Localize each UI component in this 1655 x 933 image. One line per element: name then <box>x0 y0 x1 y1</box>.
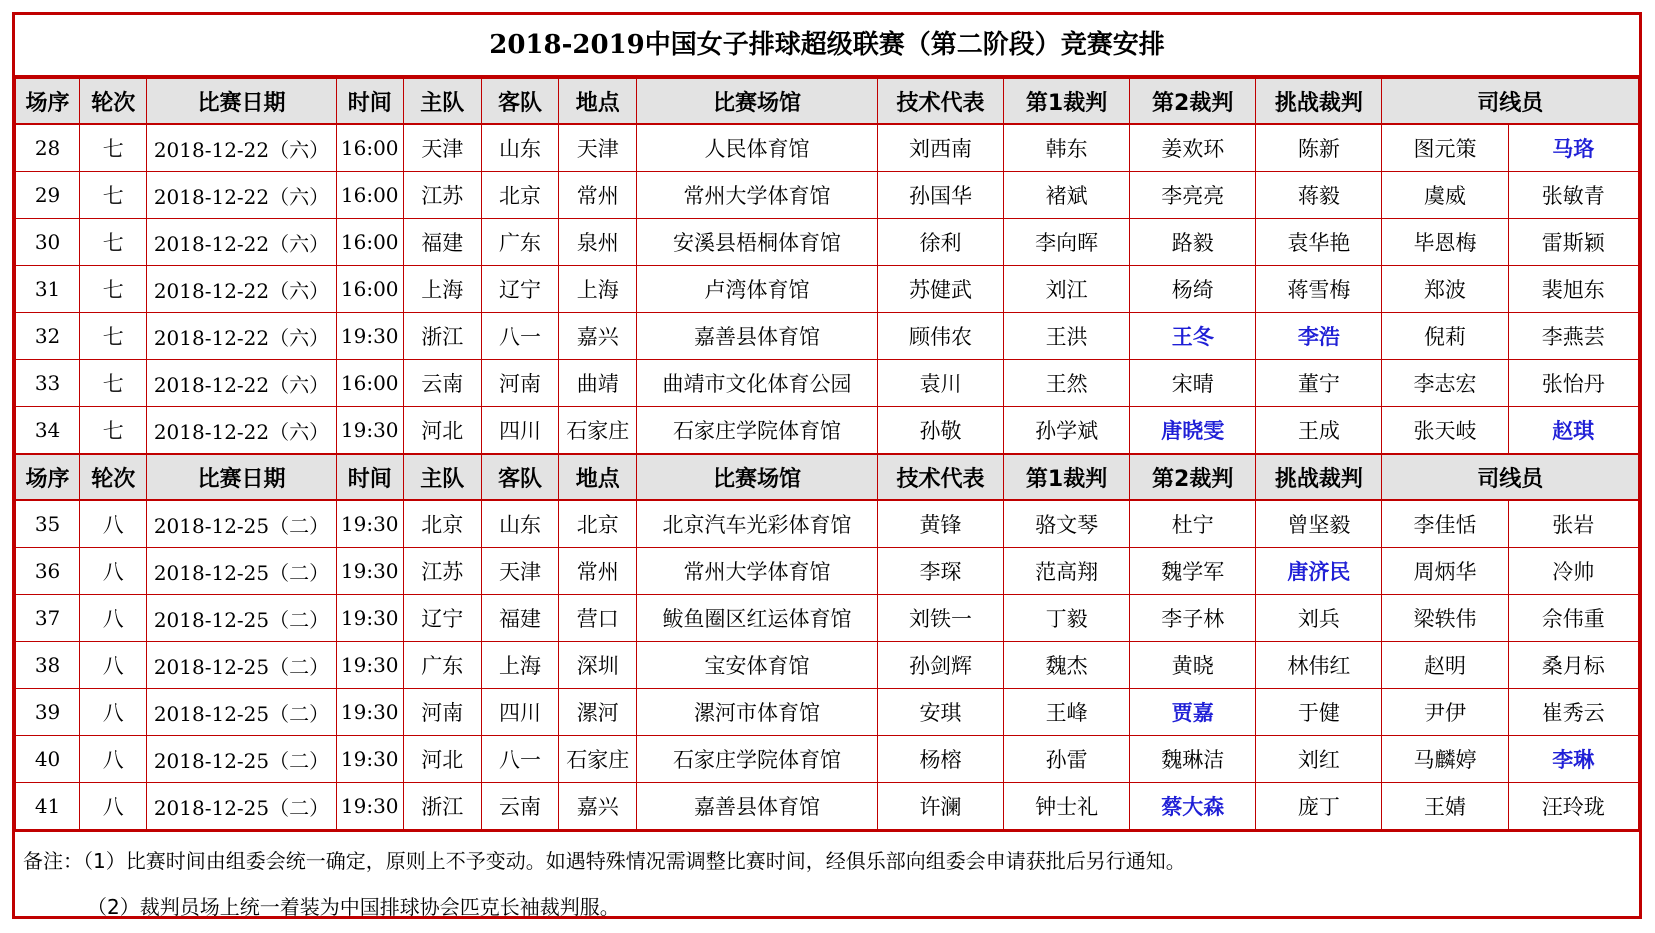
table-cell: 鲅鱼圈区红运体育馆 <box>637 595 878 642</box>
table-cell: 北京汽车光彩体育馆 <box>637 500 878 548</box>
table-cell: 2018-12-22（六） <box>147 124 336 172</box>
header-cell: 挑战裁判 <box>1256 454 1382 500</box>
table-cell: 魏学军 <box>1130 548 1256 595</box>
table-cell: 福建 <box>403 219 481 266</box>
table-row <box>16 313 1639 360</box>
table-cell: 2018-12-25（二） <box>147 500 336 548</box>
header-cell: 比赛场馆 <box>637 78 878 124</box>
table-cell: 黄晓 <box>1130 642 1256 689</box>
table-cell: 安琪 <box>877 689 1003 736</box>
table-cell: 许澜 <box>877 783 1003 830</box>
table-cell: 贾嘉 <box>1130 689 1256 736</box>
table-cell: 杨榕 <box>877 736 1003 783</box>
table-cell: 石家庄学院体育馆 <box>637 736 878 783</box>
table-cell: 李子林 <box>1130 595 1256 642</box>
table-cell: 上海 <box>481 642 559 689</box>
header-cell: 第1裁判 <box>1004 454 1130 500</box>
table-cell: 浙江 <box>403 313 481 360</box>
schedule-body <box>16 78 1639 830</box>
table-cell: 云南 <box>403 360 481 407</box>
table-cell: 浙江 <box>403 783 481 830</box>
table-cell: 漯河市体育馆 <box>637 689 878 736</box>
table-cell: 七 <box>80 360 147 407</box>
table-row <box>16 736 1639 783</box>
table-cell: 福建 <box>481 595 559 642</box>
table-cell: 顾伟农 <box>877 313 1003 360</box>
table-cell: 桑月标 <box>1508 642 1638 689</box>
table-cell: 徐利 <box>877 219 1003 266</box>
table-cell: 嘉善县体育馆 <box>637 313 878 360</box>
table-cell: 庞丁 <box>1256 783 1382 830</box>
table-cell: 张敏青 <box>1508 172 1638 219</box>
table-cell: 41 <box>16 783 80 830</box>
table-row <box>16 172 1639 219</box>
table-cell: 褚斌 <box>1004 172 1130 219</box>
table-cell: 河北 <box>403 407 481 455</box>
table-cell: 山东 <box>481 124 559 172</box>
table-cell: 李琳 <box>1508 736 1638 783</box>
table-cell: 28 <box>16 124 80 172</box>
table-cell: 营口 <box>559 595 637 642</box>
header-cell: 技术代表 <box>877 78 1003 124</box>
table-row <box>16 407 1639 455</box>
table-cell: 江苏 <box>403 172 481 219</box>
table-cell: 魏杰 <box>1004 642 1130 689</box>
table-cell: 梁轶伟 <box>1382 595 1508 642</box>
table-cell: 路毅 <box>1130 219 1256 266</box>
header-cell: 主队 <box>403 78 481 124</box>
header-cell: 时间 <box>336 454 403 500</box>
table-row <box>16 500 1639 548</box>
table-cell: 蔡大森 <box>1130 783 1256 830</box>
table-cell: 郑波 <box>1382 266 1508 313</box>
table-cell: 嘉善县体育馆 <box>637 783 878 830</box>
table-cell: 八 <box>80 736 147 783</box>
table-cell: 33 <box>16 360 80 407</box>
table-cell: 八 <box>80 689 147 736</box>
table-cell: 19:30 <box>336 783 403 830</box>
table-cell: 八 <box>80 783 147 830</box>
table-cell: 八 <box>80 548 147 595</box>
table-cell: 天津 <box>481 548 559 595</box>
table-cell: 蒋毅 <box>1256 172 1382 219</box>
table-cell: 王冬 <box>1130 313 1256 360</box>
table-cell: 李志宏 <box>1382 360 1508 407</box>
table-cell: 刘江 <box>1004 266 1130 313</box>
table-cell: 马麟婷 <box>1382 736 1508 783</box>
table-cell: 河南 <box>481 360 559 407</box>
table-cell: 19:30 <box>336 642 403 689</box>
table-cell: 袁华艳 <box>1256 219 1382 266</box>
table-cell: 北京 <box>559 500 637 548</box>
table-cell: 杜宁 <box>1130 500 1256 548</box>
table-cell: 31 <box>16 266 80 313</box>
table-cell: 八 <box>80 595 147 642</box>
table-cell: 常州大学体育馆 <box>637 172 878 219</box>
schedule-frame <box>12 12 1642 919</box>
table-cell: 安溪县梧桐体育馆 <box>637 219 878 266</box>
table-cell: 河南 <box>403 689 481 736</box>
table-cell: 王洪 <box>1004 313 1130 360</box>
table-cell: 刘红 <box>1256 736 1382 783</box>
table-cell: 2018-12-22（六） <box>147 313 336 360</box>
table-row <box>16 783 1639 830</box>
table-cell: 李向晖 <box>1004 219 1130 266</box>
table-cell: 李燕芸 <box>1508 313 1638 360</box>
table-cell: 2018-12-22（六） <box>147 172 336 219</box>
table-row <box>16 219 1639 266</box>
table-cell: 七 <box>80 313 147 360</box>
table-cell: 人民体育馆 <box>637 124 878 172</box>
table-cell: 16:00 <box>336 219 403 266</box>
table-cell: 19:30 <box>336 689 403 736</box>
table-cell: 倪莉 <box>1382 313 1508 360</box>
table-cell: 2018-12-25（二） <box>147 736 336 783</box>
table-cell: 蒋雪梅 <box>1256 266 1382 313</box>
table-row <box>16 266 1639 313</box>
header-cell: 时间 <box>336 78 403 124</box>
table-cell: 孙学斌 <box>1004 407 1130 455</box>
header-row <box>16 454 1639 500</box>
table-cell: 裴旭东 <box>1508 266 1638 313</box>
table-cell: 常州 <box>559 548 637 595</box>
table-cell: 北京 <box>403 500 481 548</box>
table-cell: 2018-12-25（二） <box>147 783 336 830</box>
table-cell: 16:00 <box>336 360 403 407</box>
header-row <box>16 78 1639 124</box>
table-cell: 辽宁 <box>481 266 559 313</box>
table-cell: 董宁 <box>1256 360 1382 407</box>
table-cell: 刘兵 <box>1256 595 1382 642</box>
table-cell: 云南 <box>481 783 559 830</box>
table-cell: 孙敬 <box>877 407 1003 455</box>
table-cell: 苏健武 <box>877 266 1003 313</box>
table-cell: 29 <box>16 172 80 219</box>
table-cell: 周炳华 <box>1382 548 1508 595</box>
table-cell: 河北 <box>403 736 481 783</box>
table-cell: 39 <box>16 689 80 736</box>
table-cell: 林伟红 <box>1256 642 1382 689</box>
table-cell: 四川 <box>481 689 559 736</box>
table-cell: 陈新 <box>1256 124 1382 172</box>
table-cell: 38 <box>16 642 80 689</box>
header-cell: 第2裁判 <box>1130 78 1256 124</box>
table-cell: 黄锋 <box>877 500 1003 548</box>
table-cell: 天津 <box>559 124 637 172</box>
table-cell: 图元策 <box>1382 124 1508 172</box>
table-cell: 2018-12-25（二） <box>147 642 336 689</box>
table-cell: 七 <box>80 219 147 266</box>
header-cell: 场序 <box>16 454 80 500</box>
table-cell: 32 <box>16 313 80 360</box>
header-cell: 比赛日期 <box>147 454 336 500</box>
table-cell: 钟士礼 <box>1004 783 1130 830</box>
table-cell: 姜欢环 <box>1130 124 1256 172</box>
table-cell: 常州 <box>559 172 637 219</box>
table-cell: 尹伊 <box>1382 689 1508 736</box>
table-cell: 37 <box>16 595 80 642</box>
note-1: 备注：（1）比赛时间由组委会统一确定，原则上不予变动。如遇特殊情况需调整比赛时间，经俱乐部向组委会申请获批后另行通知。 <box>23 849 1186 873</box>
table-cell: 马珞 <box>1508 124 1638 172</box>
table-cell: 江苏 <box>403 548 481 595</box>
table-cell: 张天岐 <box>1382 407 1508 455</box>
header-cell: 挑战裁判 <box>1256 78 1382 124</box>
table-cell: 李浩 <box>1256 313 1382 360</box>
header-cell: 比赛场馆 <box>637 454 878 500</box>
table-cell: 山东 <box>481 500 559 548</box>
table-cell: 石家庄 <box>559 736 637 783</box>
table-cell: 崔秀云 <box>1508 689 1638 736</box>
table-cell: 丁毅 <box>1004 595 1130 642</box>
table-cell: 刘铁一 <box>877 595 1003 642</box>
table-cell: 八 <box>80 642 147 689</box>
table-cell: 四川 <box>481 407 559 455</box>
table-cell: 王婧 <box>1382 783 1508 830</box>
table-row <box>16 642 1639 689</box>
table-cell: 曲靖 <box>559 360 637 407</box>
table-cell: 卢湾体育馆 <box>637 266 878 313</box>
table-cell: 唐济民 <box>1256 548 1382 595</box>
table-cell: 19:30 <box>336 500 403 548</box>
table-cell: 16:00 <box>336 172 403 219</box>
header-cell: 客队 <box>481 78 559 124</box>
table-cell: 毕恩梅 <box>1382 219 1508 266</box>
table-cell: 石家庄 <box>559 407 637 455</box>
table-cell: 2018-12-22（六） <box>147 219 336 266</box>
schedule-table <box>15 77 1639 830</box>
table-cell: 宋晴 <box>1130 360 1256 407</box>
table-cell: 唐晓雯 <box>1130 407 1256 455</box>
table-cell: 张怡丹 <box>1508 360 1638 407</box>
table-cell: 袁川 <box>877 360 1003 407</box>
header-cell: 第2裁判 <box>1130 454 1256 500</box>
table-cell: 深圳 <box>559 642 637 689</box>
table-cell: 李琛 <box>877 548 1003 595</box>
header-cell: 司线员 <box>1382 454 1639 500</box>
header-cell: 司线员 <box>1382 78 1639 124</box>
table-cell: 19:30 <box>336 595 403 642</box>
table-cell: 34 <box>16 407 80 455</box>
table-cell: 刘西南 <box>877 124 1003 172</box>
table-cell: 曲靖市文化体育公园 <box>637 360 878 407</box>
header-cell: 技术代表 <box>877 454 1003 500</box>
header-cell: 轮次 <box>80 454 147 500</box>
table-row <box>16 360 1639 407</box>
table-cell: 杨绮 <box>1130 266 1256 313</box>
table-cell: 赵琪 <box>1508 407 1638 455</box>
table-cell: 孙国华 <box>877 172 1003 219</box>
table-cell: 广东 <box>481 219 559 266</box>
table-row <box>16 124 1639 172</box>
table-cell: 八 <box>80 500 147 548</box>
table-cell: 张岩 <box>1508 500 1638 548</box>
table-cell: 孙剑辉 <box>877 642 1003 689</box>
table-cell: 李亮亮 <box>1130 172 1256 219</box>
schedule-title: 2018-2019中国女子排球超级联赛（第二阶段）竞赛安排 <box>15 15 1639 77</box>
table-cell: 辽宁 <box>403 595 481 642</box>
note-2: （2）裁判员场上统一着装为中国排球协会匹克长袖裁判服。 <box>87 895 620 919</box>
table-cell: 嘉兴 <box>559 783 637 830</box>
table-cell: 韩东 <box>1004 124 1130 172</box>
header-cell: 轮次 <box>80 78 147 124</box>
table-cell: 雷斯颖 <box>1508 219 1638 266</box>
table-cell: 2018-12-25（二） <box>147 689 336 736</box>
header-cell: 主队 <box>403 454 481 500</box>
table-cell: 八一 <box>481 313 559 360</box>
header-cell: 第1裁判 <box>1004 78 1130 124</box>
table-cell: 2018-12-25（二） <box>147 548 336 595</box>
table-cell: 2018-12-25（二） <box>147 595 336 642</box>
table-cell: 35 <box>16 500 80 548</box>
header-cell: 比赛日期 <box>147 78 336 124</box>
table-cell: 佘伟重 <box>1508 595 1638 642</box>
table-cell: 宝安体育馆 <box>637 642 878 689</box>
table-cell: 16:00 <box>336 124 403 172</box>
table-cell: 王峰 <box>1004 689 1130 736</box>
table-cell: 19:30 <box>336 313 403 360</box>
table-cell: 七 <box>80 124 147 172</box>
header-cell: 地点 <box>559 78 637 124</box>
table-cell: 冷帅 <box>1508 548 1638 595</box>
table-cell: 王成 <box>1256 407 1382 455</box>
table-cell: 赵明 <box>1382 642 1508 689</box>
table-cell: 魏琳洁 <box>1130 736 1256 783</box>
table-cell: 于健 <box>1256 689 1382 736</box>
header-cell: 地点 <box>559 454 637 500</box>
table-cell: 常州大学体育馆 <box>637 548 878 595</box>
table-cell: 七 <box>80 172 147 219</box>
table-cell: 天津 <box>403 124 481 172</box>
table-cell: 上海 <box>559 266 637 313</box>
table-cell: 16:00 <box>336 266 403 313</box>
table-cell: 泉州 <box>559 219 637 266</box>
table-cell: 北京 <box>481 172 559 219</box>
table-cell: 2018-12-22（六） <box>147 266 336 313</box>
table-cell: 孙雷 <box>1004 736 1130 783</box>
header-cell: 客队 <box>481 454 559 500</box>
table-cell: 19:30 <box>336 548 403 595</box>
table-cell: 上海 <box>403 266 481 313</box>
table-cell: 嘉兴 <box>559 313 637 360</box>
header-cell: 场序 <box>16 78 80 124</box>
table-row <box>16 689 1639 736</box>
table-cell: 19:30 <box>336 407 403 455</box>
table-cell: 骆文琴 <box>1004 500 1130 548</box>
table-row <box>16 548 1639 595</box>
table-cell: 曾坚毅 <box>1256 500 1382 548</box>
table-cell: 漯河 <box>559 689 637 736</box>
table-cell: 石家庄学院体育馆 <box>637 407 878 455</box>
table-cell: 王然 <box>1004 360 1130 407</box>
table-cell: 七 <box>80 407 147 455</box>
table-cell: 2018-12-22（六） <box>147 360 336 407</box>
table-cell: 李佳恬 <box>1382 500 1508 548</box>
table-cell: 19:30 <box>336 736 403 783</box>
table-cell: 八一 <box>481 736 559 783</box>
table-cell: 广东 <box>403 642 481 689</box>
table-cell: 汪玲珑 <box>1508 783 1638 830</box>
table-cell: 七 <box>80 266 147 313</box>
table-cell: 30 <box>16 219 80 266</box>
table-cell: 虞威 <box>1382 172 1508 219</box>
notes-section <box>15 830 1639 930</box>
table-cell: 36 <box>16 548 80 595</box>
table-cell: 40 <box>16 736 80 783</box>
table-cell: 范高翔 <box>1004 548 1130 595</box>
table-row <box>16 595 1639 642</box>
table-cell: 2018-12-22（六） <box>147 407 336 455</box>
